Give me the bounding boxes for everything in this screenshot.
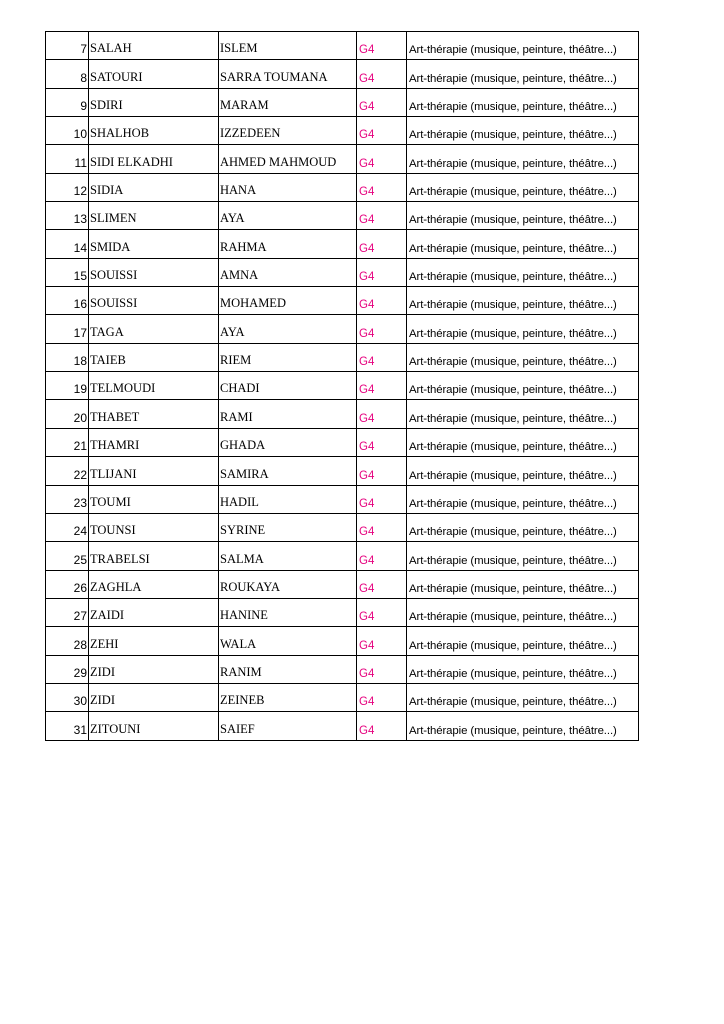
last-name-cell: TAIEB [89, 343, 219, 371]
group-cell: G4 [357, 598, 407, 626]
first-name-cell: HANA [219, 173, 357, 201]
group-cell: G4 [357, 145, 407, 173]
first-name-cell: HADIL [219, 485, 357, 513]
table-row [46, 400, 639, 428]
table-row [46, 712, 639, 740]
first-name-cell: SAMIRA [219, 457, 357, 485]
row-number: 11 [46, 145, 89, 173]
activity-cell: Art-thérapie (musique, peinture, théâtre...) [407, 32, 639, 60]
first-name-cell: SYRINE [219, 513, 357, 541]
activity-cell: Art-thérapie (musique, peinture, théâtre...) [407, 372, 639, 400]
first-name-cell: RANIM [219, 655, 357, 683]
table-row [46, 627, 639, 655]
first-name-cell: HANINE [219, 598, 357, 626]
activity-cell: Art-thérapie (musique, peinture, théâtre...) [407, 230, 639, 258]
activity-cell: Art-thérapie (musique, peinture, théâtre...) [407, 712, 639, 740]
group-cell: G4 [357, 315, 407, 343]
row-number: 23 [46, 485, 89, 513]
table-row [46, 258, 639, 286]
activity-cell: Art-thérapie (musique, peinture, théâtre...) [407, 485, 639, 513]
table-row [46, 315, 639, 343]
first-name-cell: AHMED MAHMOUD [219, 145, 357, 173]
activity-cell: Art-thérapie (musique, peinture, théâtre...) [407, 570, 639, 598]
activity-cell: Art-thérapie (musique, peinture, théâtre...) [407, 542, 639, 570]
first-name-cell: MARAM [219, 88, 357, 116]
row-number: 20 [46, 400, 89, 428]
last-name-cell: ZAIDI [89, 598, 219, 626]
row-number: 17 [46, 315, 89, 343]
first-name-cell: RAMI [219, 400, 357, 428]
last-name-cell: SLIMEN [89, 202, 219, 230]
activity-cell: Art-thérapie (musique, peinture, théâtre...) [407, 343, 639, 371]
last-name-cell: SHALHOB [89, 117, 219, 145]
row-number: 29 [46, 655, 89, 683]
table-row [46, 60, 639, 88]
group-cell: G4 [357, 343, 407, 371]
table-row [46, 117, 639, 145]
group-cell: G4 [357, 230, 407, 258]
activity-cell: Art-thérapie (musique, peinture, théâtre...) [407, 627, 639, 655]
table-row [46, 372, 639, 400]
table-row [46, 542, 639, 570]
row-number: 15 [46, 258, 89, 286]
group-cell: G4 [357, 372, 407, 400]
first-name-cell: SALMA [219, 542, 357, 570]
table-row [46, 513, 639, 541]
row-number: 27 [46, 598, 89, 626]
activity-cell: Art-thérapie (musique, peinture, théâtre...) [407, 598, 639, 626]
last-name-cell: ZIDI [89, 683, 219, 711]
table-row [46, 655, 639, 683]
row-number: 30 [46, 683, 89, 711]
first-name-cell: GHADA [219, 428, 357, 456]
activity-cell: Art-thérapie (musique, peinture, théâtre...) [407, 315, 639, 343]
last-name-cell: TLIJANI [89, 457, 219, 485]
last-name-cell: SOUISSI [89, 287, 219, 315]
table-row [46, 683, 639, 711]
activity-cell: Art-thérapie (musique, peinture, théâtre...) [407, 400, 639, 428]
group-cell: G4 [357, 655, 407, 683]
activity-cell: Art-thérapie (musique, peinture, théâtre...) [407, 287, 639, 315]
activity-cell: Art-thérapie (musique, peinture, théâtre...) [407, 145, 639, 173]
row-number: 31 [46, 712, 89, 740]
row-number: 8 [46, 60, 89, 88]
row-number: 18 [46, 343, 89, 371]
activity-cell: Art-thérapie (musique, peinture, théâtre...) [407, 457, 639, 485]
last-name-cell: ZITOUNI [89, 712, 219, 740]
last-name-cell: SATOURI [89, 60, 219, 88]
first-name-cell: ISLEM [219, 32, 357, 60]
last-name-cell: SIDI ELKADHI [89, 145, 219, 173]
activity-cell: Art-thérapie (musique, peinture, théâtre...) [407, 60, 639, 88]
table-row [46, 202, 639, 230]
group-cell: G4 [357, 627, 407, 655]
last-name-cell: TELMOUDI [89, 372, 219, 400]
row-number: 21 [46, 428, 89, 456]
first-name-cell: AMNA [219, 258, 357, 286]
activity-cell: Art-thérapie (musique, peinture, théâtre...) [407, 655, 639, 683]
last-name-cell: TOUMI [89, 485, 219, 513]
table-row [46, 570, 639, 598]
student-table [45, 31, 639, 741]
last-name-cell: ZEHI [89, 627, 219, 655]
activity-cell: Art-thérapie (musique, peinture, théâtre...) [407, 202, 639, 230]
table-row [46, 485, 639, 513]
group-cell: G4 [357, 428, 407, 456]
first-name-cell: IZZEDEEN [219, 117, 357, 145]
group-cell: G4 [357, 542, 407, 570]
first-name-cell: ZEINEB [219, 683, 357, 711]
activity-cell: Art-thérapie (musique, peinture, théâtre...) [407, 117, 639, 145]
activity-cell: Art-thérapie (musique, peinture, théâtre...) [407, 88, 639, 116]
activity-cell: Art-thérapie (musique, peinture, théâtre...) [407, 683, 639, 711]
last-name-cell: THAMRI [89, 428, 219, 456]
row-number: 22 [46, 457, 89, 485]
table-row [46, 32, 639, 60]
last-name-cell: SALAH [89, 32, 219, 60]
table-row [46, 88, 639, 116]
last-name-cell: SOUISSI [89, 258, 219, 286]
row-number: 25 [46, 542, 89, 570]
group-cell: G4 [357, 485, 407, 513]
group-cell: G4 [357, 173, 407, 201]
activity-cell: Art-thérapie (musique, peinture, théâtre...) [407, 428, 639, 456]
group-cell: G4 [357, 258, 407, 286]
first-name-cell: MOHAMED [219, 287, 357, 315]
first-name-cell: WALA [219, 627, 357, 655]
first-name-cell: ROUKAYA [219, 570, 357, 598]
activity-cell: Art-thérapie (musique, peinture, théâtre...) [407, 258, 639, 286]
first-name-cell: RAHMA [219, 230, 357, 258]
row-number: 28 [46, 627, 89, 655]
first-name-cell: RIEM [219, 343, 357, 371]
group-cell: G4 [357, 88, 407, 116]
last-name-cell: THABET [89, 400, 219, 428]
first-name-cell: CHADI [219, 372, 357, 400]
first-name-cell: AYA [219, 315, 357, 343]
activity-cell: Art-thérapie (musique, peinture, théâtre...) [407, 173, 639, 201]
row-number: 10 [46, 117, 89, 145]
row-number: 19 [46, 372, 89, 400]
group-cell: G4 [357, 117, 407, 145]
row-number: 13 [46, 202, 89, 230]
group-cell: G4 [357, 513, 407, 541]
table-row [46, 230, 639, 258]
group-cell: G4 [357, 712, 407, 740]
last-name-cell: TAGA [89, 315, 219, 343]
row-number: 7 [46, 32, 89, 60]
row-number: 26 [46, 570, 89, 598]
table-row [46, 287, 639, 315]
student-table-body [46, 32, 639, 741]
row-number: 14 [46, 230, 89, 258]
last-name-cell: ZAGHLA [89, 570, 219, 598]
group-cell: G4 [357, 60, 407, 88]
group-cell: G4 [357, 287, 407, 315]
last-name-cell: TRABELSI [89, 542, 219, 570]
first-name-cell: SARRA TOUMANA [219, 60, 357, 88]
table-row [46, 598, 639, 626]
row-number: 9 [46, 88, 89, 116]
group-cell: G4 [357, 457, 407, 485]
student-list-page [45, 31, 638, 741]
group-cell: G4 [357, 202, 407, 230]
row-number: 24 [46, 513, 89, 541]
row-number: 16 [46, 287, 89, 315]
group-cell: G4 [357, 32, 407, 60]
last-name-cell: SMIDA [89, 230, 219, 258]
group-cell: G4 [357, 570, 407, 598]
activity-cell: Art-thérapie (musique, peinture, théâtre...) [407, 513, 639, 541]
last-name-cell: SDIRI [89, 88, 219, 116]
group-cell: G4 [357, 683, 407, 711]
last-name-cell: TOUNSI [89, 513, 219, 541]
first-name-cell: SAIEF [219, 712, 357, 740]
last-name-cell: ZIDI [89, 655, 219, 683]
table-row [46, 457, 639, 485]
group-cell: G4 [357, 400, 407, 428]
table-row [46, 173, 639, 201]
first-name-cell: AYA [219, 202, 357, 230]
last-name-cell: SIDIA [89, 173, 219, 201]
table-row [46, 343, 639, 371]
table-row [46, 145, 639, 173]
table-row [46, 428, 639, 456]
row-number: 12 [46, 173, 89, 201]
